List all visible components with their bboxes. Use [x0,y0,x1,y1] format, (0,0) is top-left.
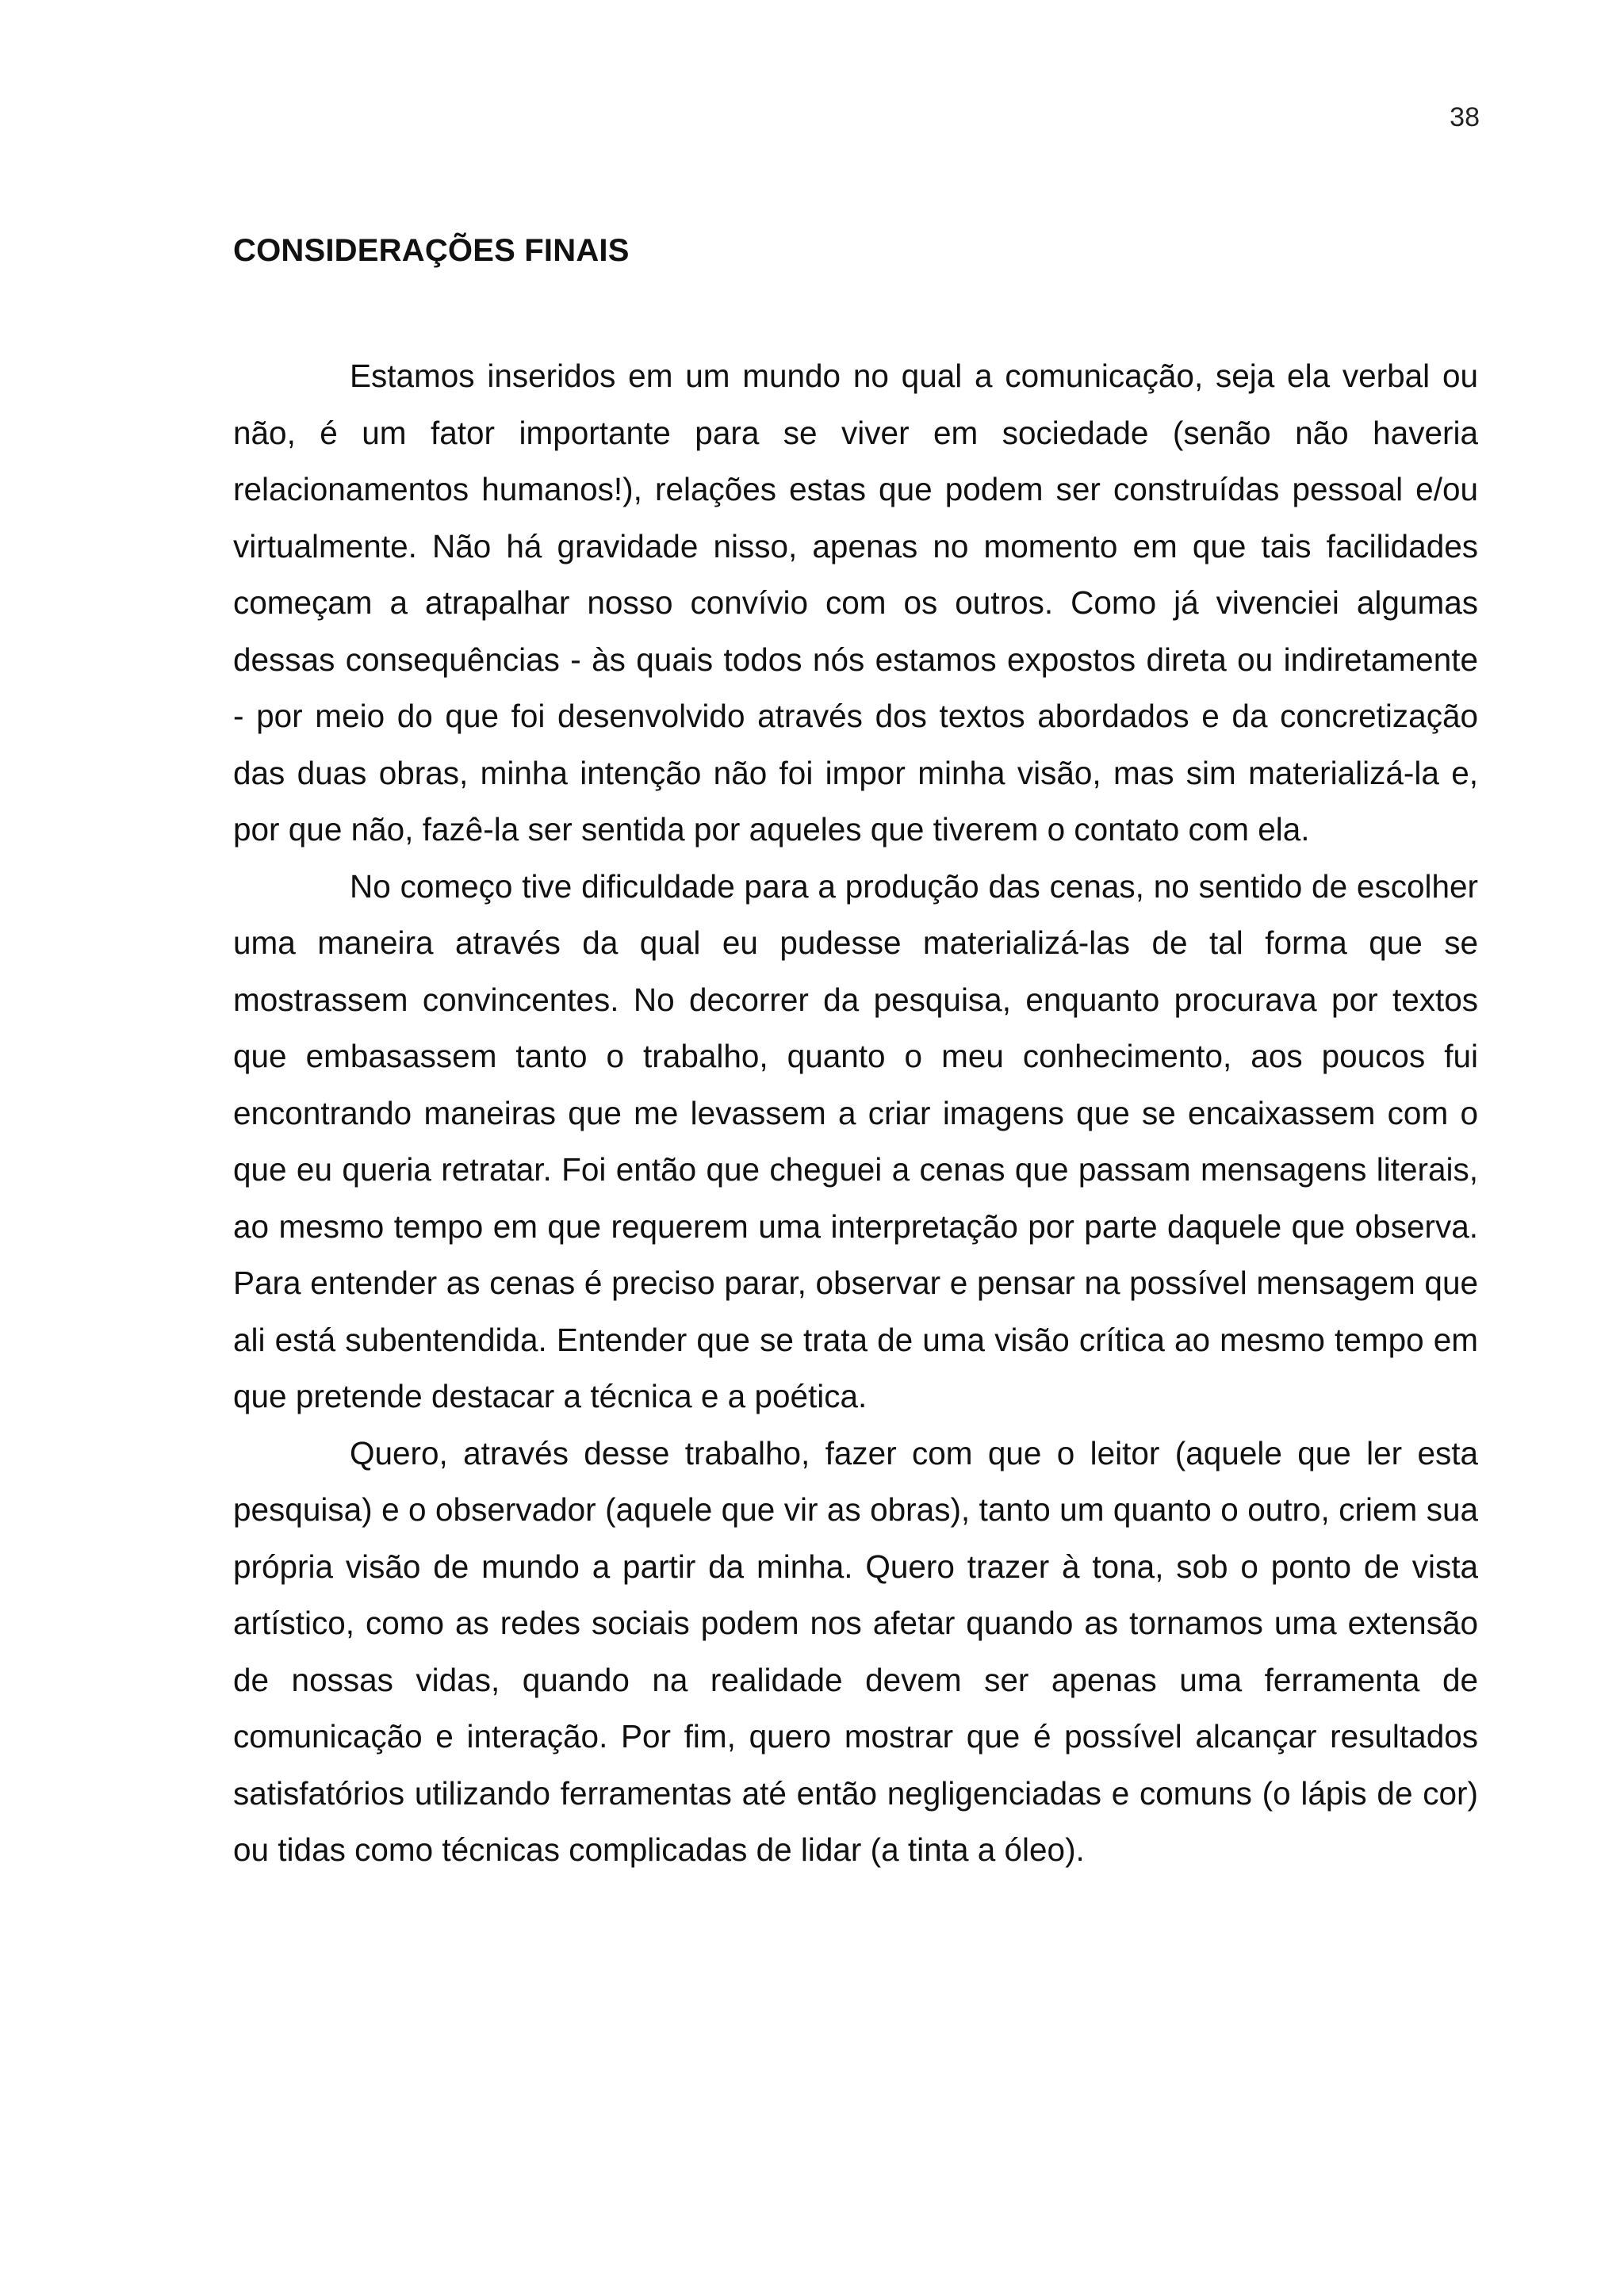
page-number: 38 [1450,102,1480,132]
page-content [233,230,1478,1879]
paragraph-1: Estamos inseridos em um mundo no qual a comunicação, seja ela verbal ou não, é um fator importante para se viver em sociedade (senão não haveria relacionamentos humanos!), relações estas que podem ser construídas pessoal e/ou virtualmente. Não há gravidade nisso, apenas no momento em que tais facilidades começam a atrapalhar nosso convívio com os outros. Como já vivenciei algumas dessas consequências - às quais todos nós estamos expostos direta ou indiretamente - por meio do que foi desenvolvido através dos textos abordados e da concretização das duas obras, minha intenção não foi impor minha visão, mas sim materializá-la e, por que não, fazê-la ser sentida por aqueles que tiverem o contato com ela. [233,358,1478,848]
paragraph-3: Quero, através desse trabalho, fazer com que o leitor (aquele que ler esta pesquisa) e o observador (aquele que vir as obras), tanto um quanto o outro, criem sua própria visão de mundo a partir da minha. Quero trazer à tona, sob o ponto de vista artístico, como as redes sociais podem nos afetar quando as tornamos uma extensão de nossas vidas, quando na realidade devem ser apenas uma ferramenta de comunicação e interação. Por fim, quero mostrar que é possível alcançar resultados satisfatórios utilizando ferramentas até então negligenciadas e comuns (o lápis de cor) ou tidas como técnicas complicadas de lidar (a tinta a óleo). [233,1434,1478,1868]
paragraph-2: No começo tive dificuldade para a produção das cenas, no sentido de escolher uma maneira através da qual eu pudesse materializá-las de tal forma que se mostrassem convincentes. No decorrer da pesquisa, enquanto procurava por textos que embasassem tanto o trabalho, quanto o meu conhecimento, aos poucos fui encontrando maneiras que me levassem a criar imagens que se encaixassem com o que eu queria retratar. Foi então que cheguei a cenas que passam mensagens literais, ao mesmo tempo em que requerem uma interpretação por parte daquele que observa. Para entender as cenas é preciso parar, observar e pensar na possível mensagem que ali está subentendida. Entender que se trata de uma visão crítica ao mesmo tempo em que pretende destacar a técnica e a poética. [233,867,1478,1414]
section-title: CONSIDERAÇÕES FINAIS [233,233,630,268]
